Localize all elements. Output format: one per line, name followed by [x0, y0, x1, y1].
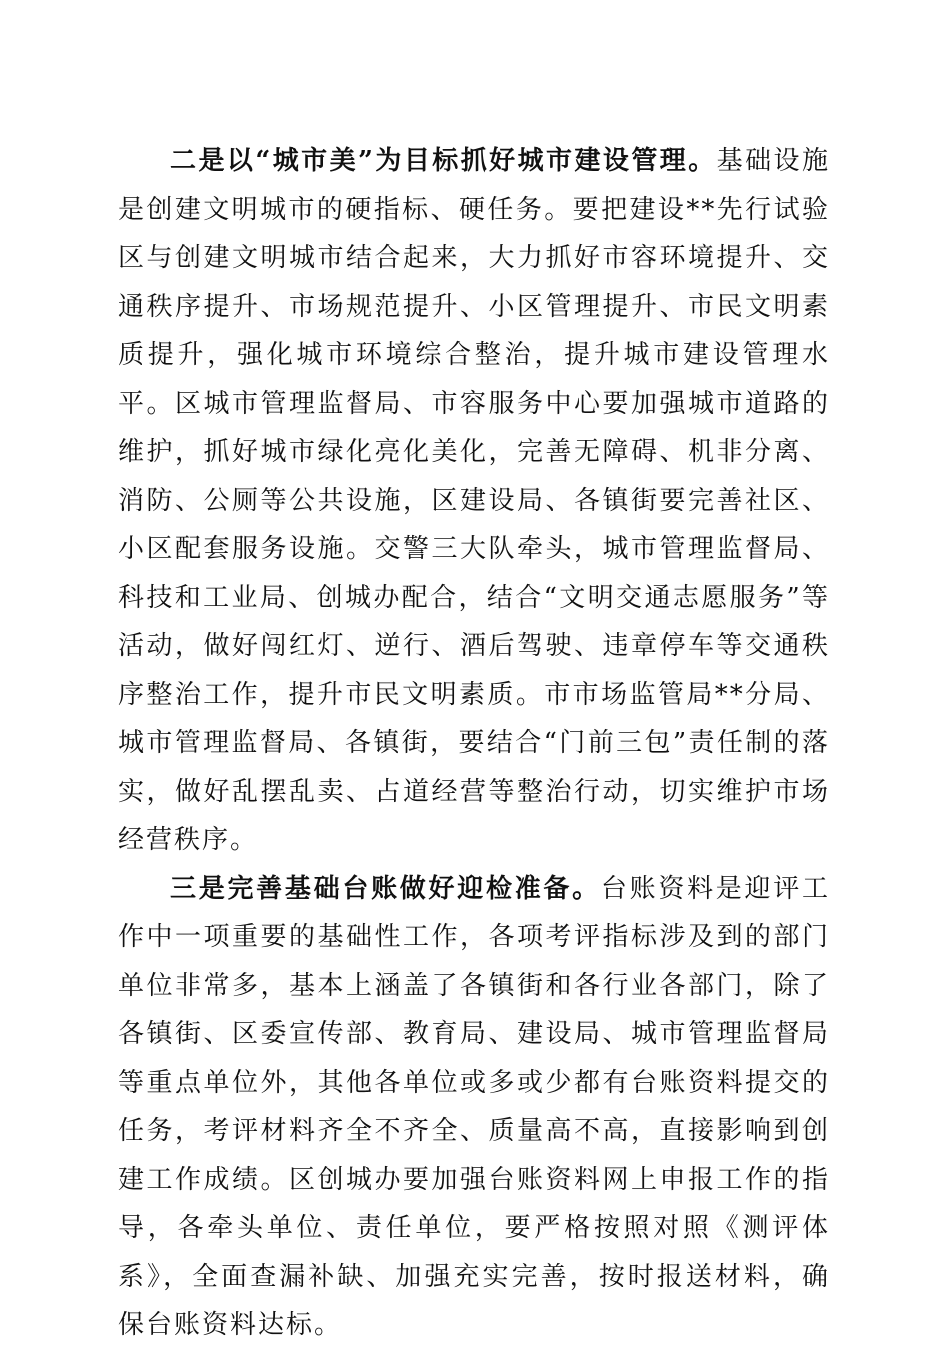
- paragraph-ledger-preparation: [118, 865, 830, 1350]
- paragraph-lead: 三是完善基础台账做好迎检准备。: [170, 873, 601, 904]
- paragraph-lead: 二是以“城市美”为目标抓好城市建设管理。: [170, 146, 717, 176]
- paragraph-city-construction: [118, 137, 830, 865]
- paragraph-body: 基础设施是创建文明城市的硬指标、硬任务。要把建设**先行试验区与创建文明城市结合起来，大力抓好市容环境提升、交通秩序提升、市场规范提升、小区管理提升、市民文明素质提升，强化城市环境综合整治，提升城市建设管理水平。区城市管理监督局、市容服务中心要加强城市道路的维护，抓好城市绿化亮化美化，完善无障碍、机非分离、消防、公厕等公共设施，区建设局、各镇街要完善社区、小区配套服务设施。交警三大队牵头，城市管理监督局、科技和工业局、创城办配合，结合“文明交通志愿服务”等活动，做好闯红灯、逆行、酒后驾驶、违章停车等交通秩序整治工作，提升市民文明素质。市市场监管局**分局、城市管理监督局、各镇街，要结合“门前三包”责任制的落实，做好乱摆乱卖、占道经营等整治行动，切实维护市场经营秩序。: [118, 146, 830, 855]
- paragraph-body: 台账资料是迎评工作中一项重要的基础性工作，各项考评指标涉及到的部门单位非常多，基本上涵盖了各镇街和各行业各部门，除了各镇街、区委宣传部、教育局、建设局、城市管理监督局等重点单位外，其他各单位或多或少都有台账资料提交的任务，考评材料齐全不齐全、质量高不高，直接影响到创建工作成绩。区创城办要加强台账资料网上申报工作的指导，各牵头单位、责任单位，要严格按照对照《测评体系》，全面查漏补缺、加强充实完善，按时报送材料，确保台账资料达标。: [118, 873, 830, 1340]
- document-body: [118, 137, 830, 1350]
